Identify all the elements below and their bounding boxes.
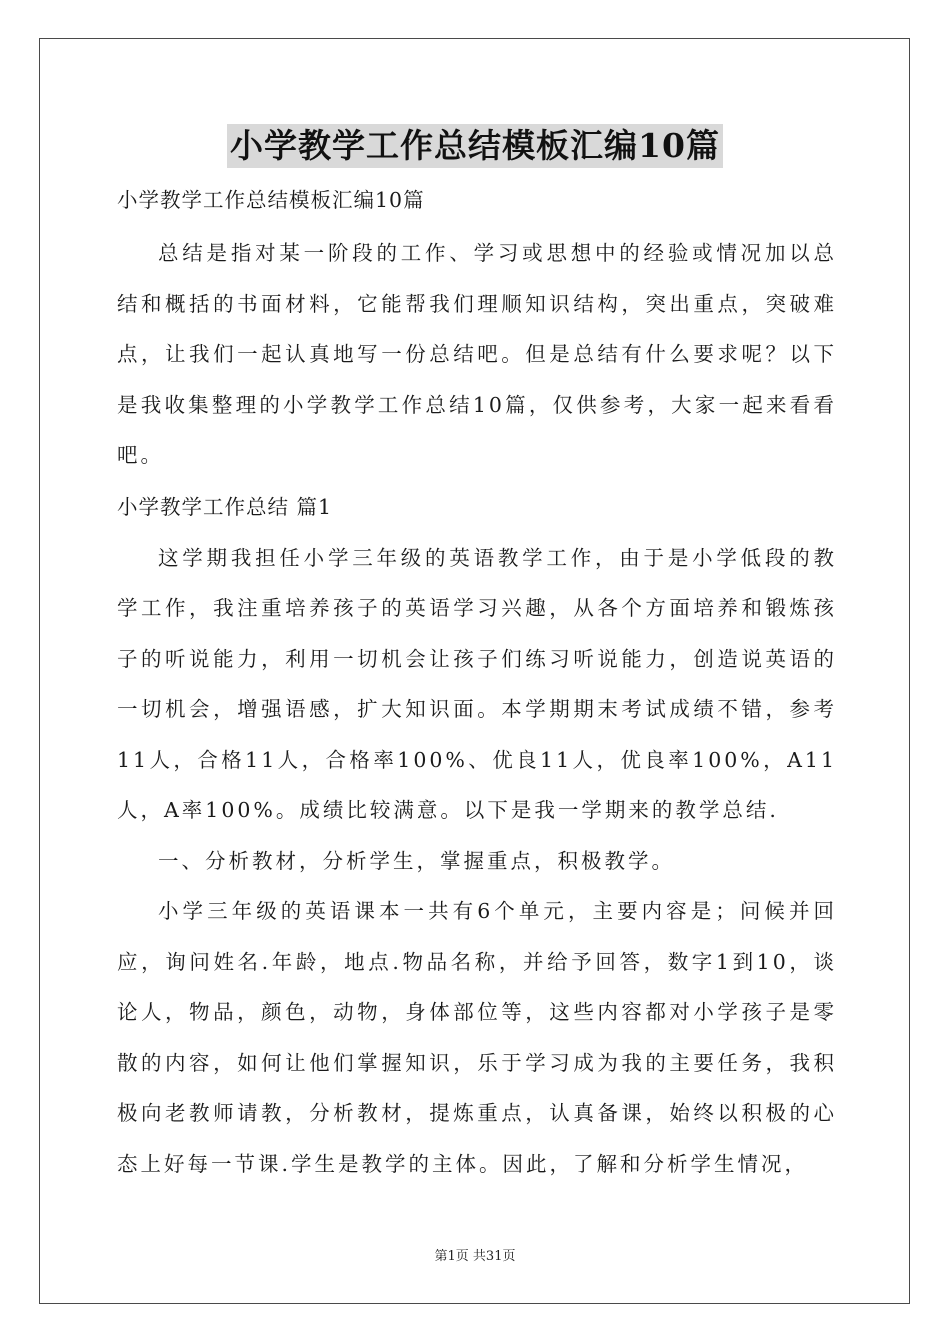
document-body [117, 180, 837, 1189]
section-heading: 小学教学工作总结 篇1 [117, 494, 333, 519]
section-paragraph: 这学期我担任小学三年级的英语教学工作，由于是小学低段的教学工作，我注重培养孩子的英语学习兴趣，从各个方面培养和锻炼孩子的听说能力，利用一切机会让孩子们练习听说能力，创造说英语的一切机会，增强语感，扩大知识面。本学期期末考试成绩不错，参考11人，合格11人，合格率100%、优良11人，优良率100%，A11人，A率100%。成绩比较满意。以下是我一学期来的教学总结. [117, 545, 837, 822]
title-container [0, 124, 950, 168]
document-subtitle: 小学教学工作总结模板汇编10篇 [117, 188, 425, 212]
page-footer: 第1页 共31页 [434, 1249, 516, 1264]
section-point-heading: 一、分析教材，分析学生，掌握重点，积极教学。 [158, 848, 675, 873]
document-title: 小学教学工作总结模板汇编10篇 [227, 124, 723, 168]
intro-paragraph: 总结是指对某一阶段的工作、学习或思想中的经验或情况加以总结和概括的书面材料，它能帮我们理顺知识结构，突出重点，突破难点，让我们一起认真地写一份总结吧。但是总结有什么要求呢？以下是我收集整理的小学教学工作总结10篇，仅供参考，大家一起来看看吧。 [117, 241, 837, 467]
section-paragraph: 小学三年级的英语课本一共有6个单元，主要内容是；问候并回应，询问姓名.年龄，地点.物品名称，并给予回答，数字1到10，谈论人，物品，颜色，动物，身体部位等，这些内容都对小学孩子是零散的内容，如何让他们掌握知识，乐于学习成为我的主要任务，我积极向老教师请教，分析教材，提炼重点，认真备课，始终以积极的心态上好每一节课.学生是教学的主体。因此，了解和分析学生情况， [117, 899, 837, 1176]
